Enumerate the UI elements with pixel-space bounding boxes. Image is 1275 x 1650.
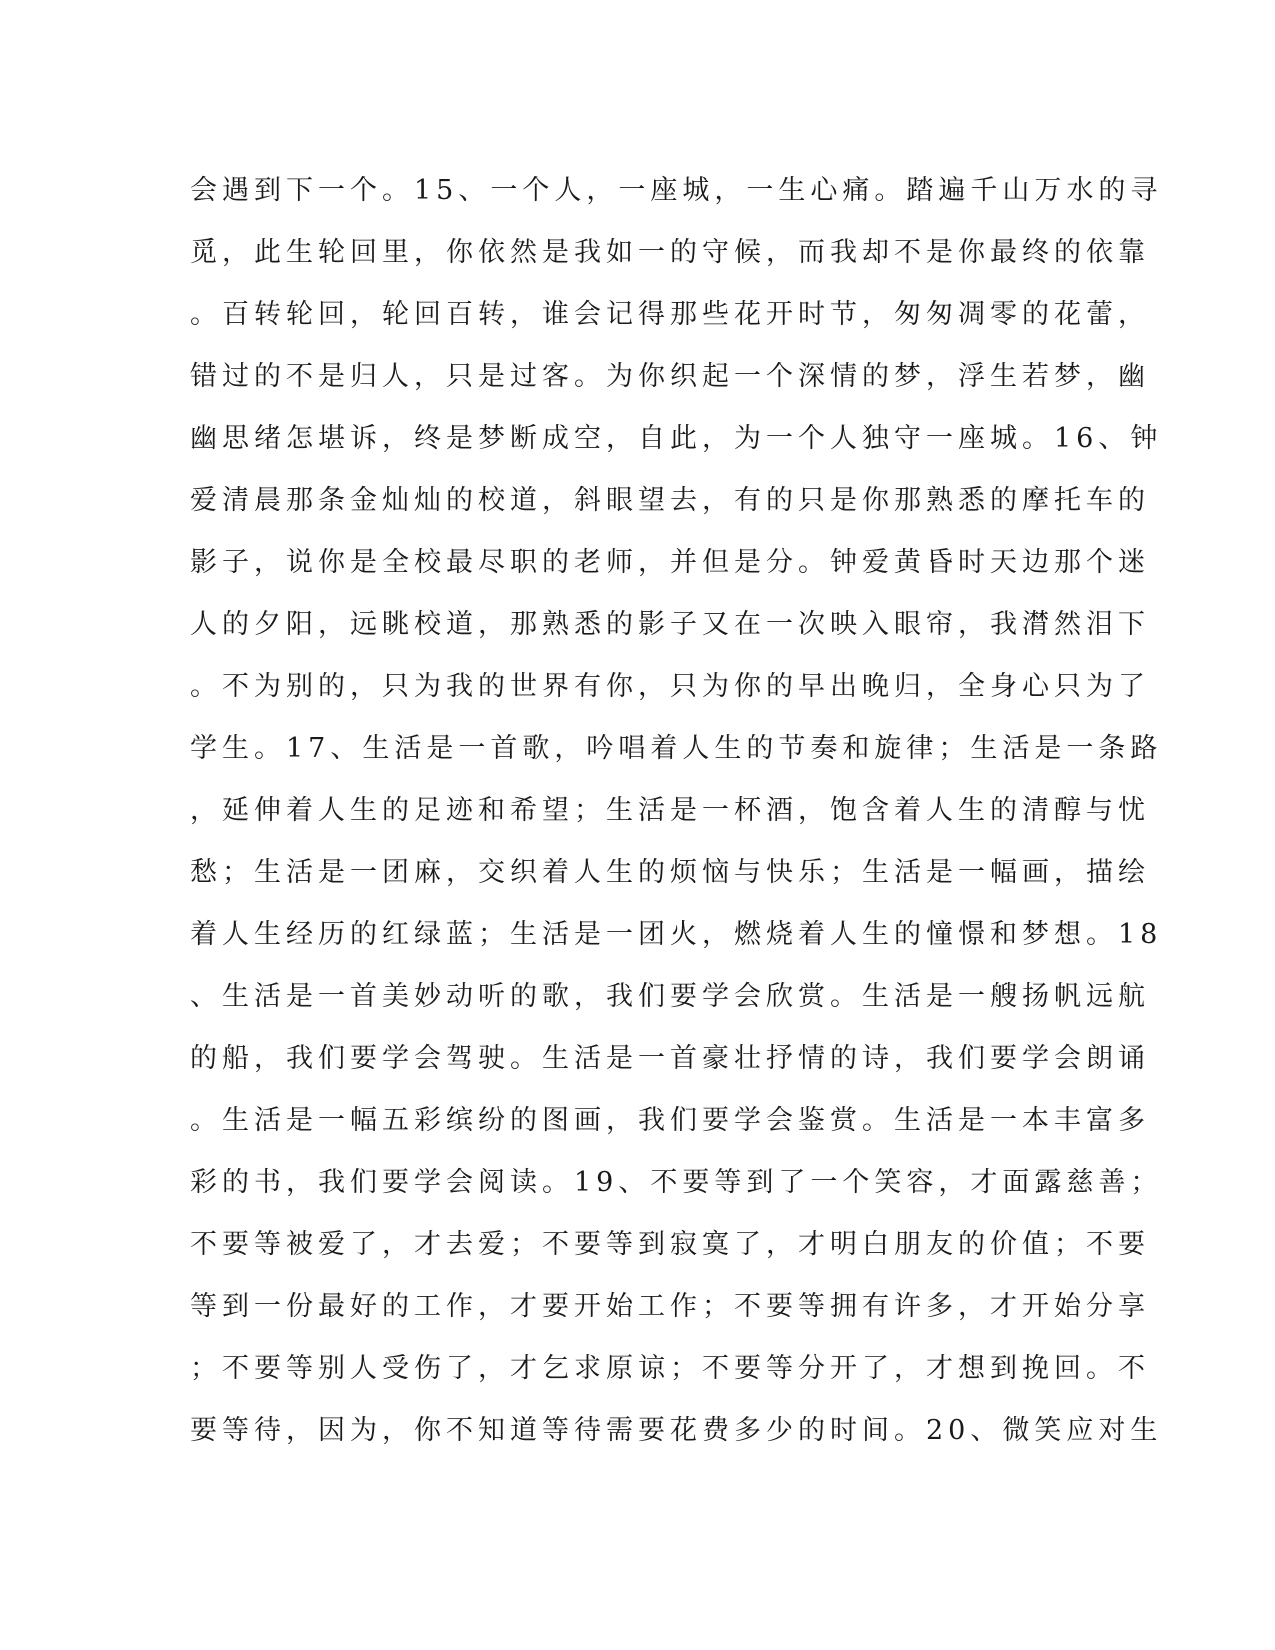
text-line: 人的夕阳，远眺校道，那熟悉的影子又在一次映入眼帘，我潸然泪下 — [190, 609, 1150, 640]
text-line: 。百转轮回，轮回百转，谁会记得那些花开时节，匆匆凋零的花蕾， — [190, 299, 1150, 330]
text-line: 学生。17、生活是一首歌，吟唱着人生的节奏和旋律；生活是一条路 — [190, 733, 1163, 764]
text-line: 错过的不是归人，只是过客。为你织起一个深情的梦，浮生若梦，幽 — [190, 361, 1150, 392]
text-line: 幽思绪怎堪诉，终是梦断成空，自此，为一个人独守一座城。16、钟 — [190, 423, 1163, 454]
text-line: 。不为别的，只为我的世界有你，只为你的早出晚归，全身心只为了 — [190, 671, 1150, 702]
text-line: 要等待，因为，你不知道等待需要花费多少的时间。20、微笑应对生 — [190, 1415, 1163, 1446]
text-line: 觅，此生轮回里，你依然是我如一的守候，而我却不是你最终的依靠 — [190, 237, 1150, 268]
text-line: 、生活是一首美妙动听的歌，我们要学会欣赏。生活是一艘扬帆远航 — [190, 981, 1150, 1012]
text-line: 着人生经历的红绿蓝；生活是一团火，燃烧着人生的憧憬和梦想。18 — [190, 919, 1163, 950]
text-line: 愁；生活是一团麻，交织着人生的烦恼与快乐；生活是一幅画，描绘 — [190, 857, 1150, 888]
text-line: 等到一份最好的工作，才要开始工作；不要等拥有许多，才开始分享 — [190, 1291, 1150, 1322]
body-text — [190, 160, 1163, 1462]
text-line: 爱清晨那条金灿灿的校道，斜眼望去，有的只是你那熟悉的摩托车的 — [190, 485, 1150, 516]
text-line: 影子，说你是全校最尽职的老师，并但是分。钟爱黄昏时天边那个迷 — [190, 547, 1150, 578]
text-line: ，延伸着人生的足迹和希望；生活是一杯酒，饱含着人生的清醇与忧 — [190, 795, 1150, 826]
text-line: ；不要等别人受伤了，才乞求原谅；不要等分开了，才想到挽回。不 — [190, 1353, 1150, 1384]
text-line: 。生活是一幅五彩缤纷的图画，我们要学会鉴赏。生活是一本丰富多 — [190, 1105, 1150, 1136]
text-line: 彩的书，我们要学会阅读。19、不要等到了一个笑容，才面露慈善； — [190, 1167, 1163, 1198]
text-line: 的船，我们要学会驾驶。生活是一首豪壮抒情的诗，我们要学会朗诵 — [190, 1043, 1150, 1074]
text-line: 不要等被爱了，才去爱；不要等到寂寞了，才明白朋友的价值；不要 — [190, 1229, 1150, 1260]
text-line: 会遇到下一个。15、一个人，一座城，一生心痛。踏遍千山万水的寻 — [190, 175, 1163, 206]
